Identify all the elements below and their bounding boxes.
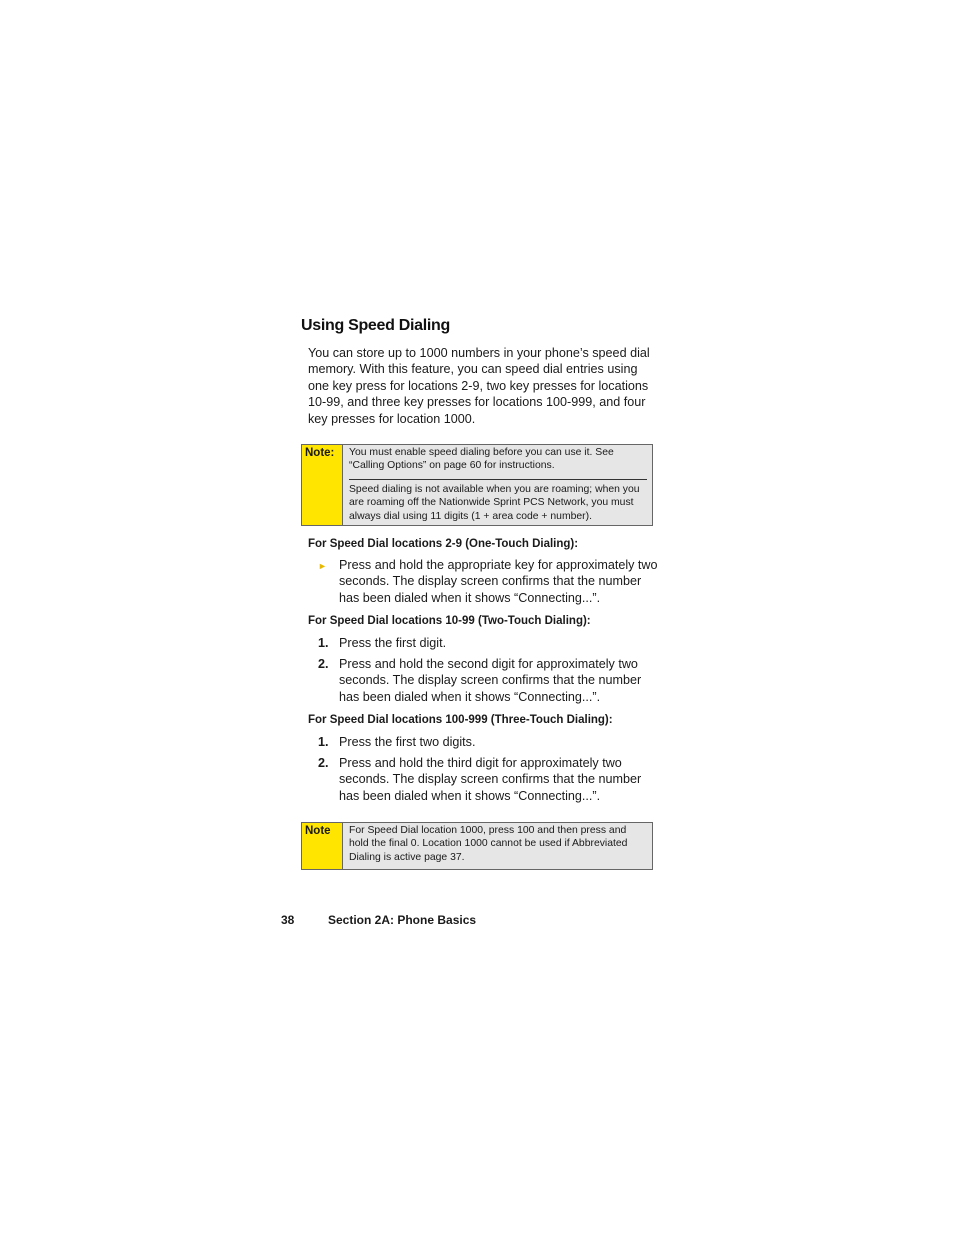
note-body <box>343 823 652 869</box>
subheading-two-touch: For Speed Dial locations 10-99 (Two-Touch Dialing): <box>308 615 591 627</box>
step-number: 1. <box>318 636 329 650</box>
step-text: Press and hold the second digit for approximately two seconds. The display screen confirms that the number has been dialed when it shows “Connecting...”. <box>339 657 642 704</box>
note-label: Note: <box>302 445 343 525</box>
subheading-three-touch: For Speed Dial locations 100-999 (Three-Touch Dialing): <box>308 714 613 726</box>
step-item <box>308 635 658 651</box>
note-paragraph-roaming: Speed dialing is not available when you are roaming; when you are roaming off the Nationwide Sprint PCS Network, you must always dial using 11 digits (1 + area code + number). <box>349 483 640 522</box>
note-body <box>343 445 652 525</box>
note-box <box>301 444 653 526</box>
bullet-text: Press and hold the appropriate key for approximately two seconds. The display screen confirms that the number has been dialed when it shows “Connecting...”. <box>339 558 658 605</box>
step-text: Press the first digit. <box>339 636 447 650</box>
step-number: 2. <box>318 657 329 671</box>
step-number: 1. <box>318 735 329 749</box>
step-text: Press the first two digits. <box>339 735 476 749</box>
note-paragraph-enable: You must enable speed dialing before you can use it. See “Calling Options” on page 60 for instructions. <box>349 447 614 472</box>
note-box <box>301 822 653 870</box>
section-heading: Using Speed Dialing <box>301 317 450 334</box>
subheading-one-touch: For Speed Dial locations 2-9 (One-Touch Dialing): <box>308 538 579 550</box>
step-number: 2. <box>318 756 329 770</box>
page-number: 38 <box>281 913 295 927</box>
step-item <box>308 656 658 705</box>
step-item <box>308 734 658 750</box>
step-text: Press and hold the third digit for approximately two seconds. The display screen confirms that the number has been dialed when it shows “Connecting...”. <box>339 756 642 803</box>
step-item <box>308 755 658 804</box>
note-label: Note <box>302 823 343 869</box>
bullet-item <box>308 557 658 606</box>
note-paragraph-location-1000: For Speed Dial location 1000, press 100 and then press and hold the final 0. Location 1000 cannot be used if Abbreviated Dialing is active page 37. <box>349 825 628 863</box>
arrow-bullet-icon: ► <box>318 561 327 571</box>
footer-section-title: Section 2A: Phone Basics <box>328 913 477 927</box>
intro-paragraph: You can store up to 1000 numbers in your phone’s speed dial memory. With this feature, you can speed dial entries using one key press for locations 2-9, two key presses for locations 10-99, and three key presses for locations 100-999, and four key presses for location 1000. <box>308 346 650 426</box>
note-divider <box>349 479 647 480</box>
